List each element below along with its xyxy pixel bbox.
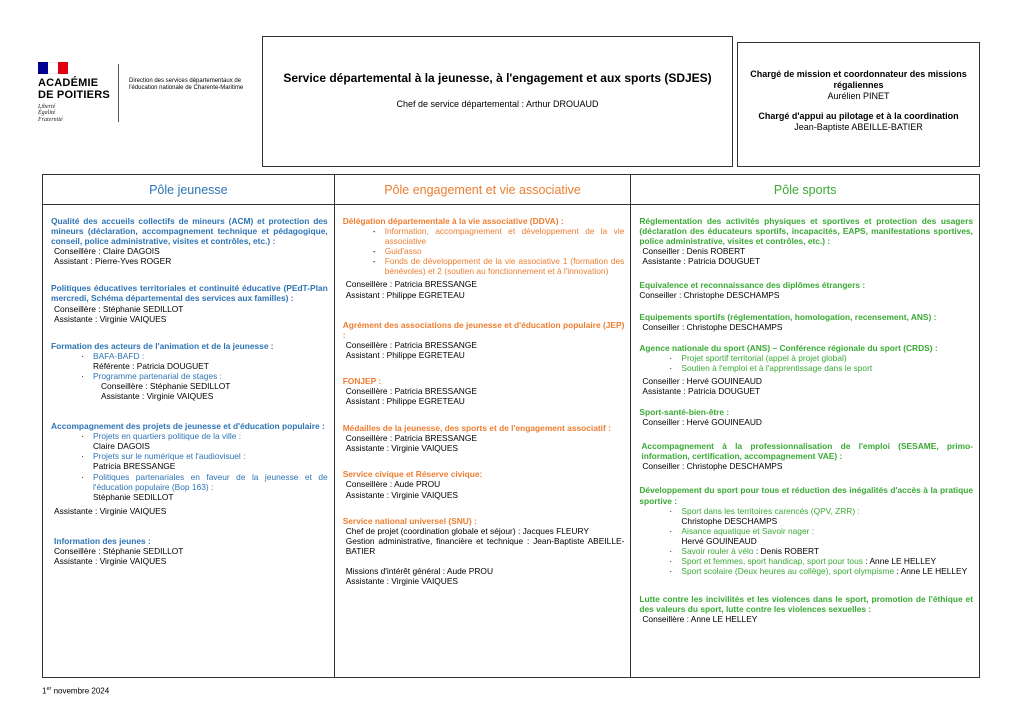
academie-logo [38, 62, 273, 132]
pole-engagement-title: Pôle engagement et vie associative [335, 175, 631, 205]
document-date: 1er novembre 2024 [42, 686, 110, 696]
logo-motto: Liberté Égalité Fraternité [38, 104, 63, 123]
section-reglementation: Réglementation des activités physiques et sportives et protection des usagers (déclaration des éducateurs sportifs, incapacités, EAPS, manifestations sportives, police administrative, visites et contrôles, etc.) : Conseiller : Denis ROBERT Assistante : Patricia DOUGUET [639, 216, 973, 267]
section-jep: Agrément des associations de jeunesse et d'éducation populaire (JEP) : Conseillère : Patricia BRESSANGE Assistant : Philippe EGRETEAU [342, 319, 625, 360]
page-title: Service départemental à la jeunesse, à l'engagement et aux sports (SDJES) [283, 71, 712, 85]
section-professionnalisation: Accompagnement à la professionnalisation de l'emploi (SESAME, primo-information, certification, accompagnement VAE) : Conseiller : Christophe DESCHAMPS [641, 441, 973, 472]
section-fonjep: FONJEP : Conseillère : Patricia BRESSANGE Assistant : Philippe EGRETEAU [342, 375, 477, 407]
section-ddva: Délégation départementale à la vie associative (DDVA) : - Information, accompagnement et développement de la vie associative - Guid'asso - Fonds de développement de la vie associative 1 (formation des bénévoles) et 2 (soutien au fonctionnement et à l'innovation) Conseillère : Patricia BRESSANGE Assistant : Philippe EGRETEAU [343, 216, 625, 300]
section-medailles: Médailles de la jeunesse, des sports et de l'engagement associatif : Conseillère : Patricia BRESSANGE Assistante : Virginie VAIQUES [342, 423, 611, 454]
poles-table [42, 174, 980, 678]
section-incivilites: Lutte contre les incivilités et les violences dans le sport, promotion de l'éthique et des valeurs du sport, lutte contre les violences sexuelles : Conseillère : Anne LE HELLEY [639, 594, 973, 625]
pole-jeunesse-title: Pôle jeunesse [43, 175, 334, 205]
section-formation: Formation des acteurs de l'animation et de la jeunesse : · BAFA-BAFD : Référente : Patricia DOUGUET · Programme partenarial de stages : Conseillère : Stéphanie SEDILLOT Assistante : Virginie VAIQUES [51, 341, 328, 401]
section-information: Information des jeunes : Conseillère : Stéphanie SEDILLOT Assistante : Virginie VAIQUES [54, 535, 184, 567]
service-chef: Chef de service départemental : Arthur DROUAUD [396, 99, 599, 109]
header-roles-box [737, 42, 980, 167]
logo-separator [118, 64, 119, 122]
section-ans: Agence nationale du sport (ANS) – Conférence régionale du sport (CRDS) : · Projet sportif territorial (appel à projet global) · Soutien à l'emploi et à l'apprentissage dans le sport Conseiller : Hervé GOUINEAUD Assistante : Patricia DOUGUET [639, 343, 973, 396]
section-pedt: Politiques éducatives territoriales et continuité éducative (PEdT-Plan mercredi, Schéma départemental des services aux familles) : Conseillère : Stéphanie SEDILLOT Assistante : Virginie VAIQUES [51, 283, 328, 324]
pole-sports-title: Pôle sports [631, 175, 979, 205]
section-equivalence: Equivalence et reconnaissance des diplômes étrangers : Conseiller : Christophe DESCHAMPS [639, 280, 866, 301]
pole-sports [630, 175, 979, 677]
role-1: Chargé de mission et coordonnateur des missions régaliennes [750, 69, 967, 90]
pole-engagement [334, 175, 631, 677]
logo-dsden: Direction des services départementaux de l'éducation nationale de Charente-Maritime [129, 78, 244, 92]
section-sport-sante: Sport-santé-bien-être : Conseiller : Hervé GOUINEAUD [639, 407, 762, 428]
section-equipements: Equipements sportifs (réglementation, homologation, recensement, ANS) : Conseiller : Christophe DESCHAMPS [639, 311, 937, 332]
header-service-box [262, 36, 733, 167]
section-snu: Service national universel (SNU) : Chef de projet (coordination globale et séjour) : Jacques FLEURY Gestion administrative, financière et technique : Jean-Baptiste ABEILLE-BATIER Missions d'intérêt général : Aude PROU Assistante : Virginie VAIQUES [342, 515, 625, 587]
republique-flag-icon [38, 62, 68, 74]
name-1: Aurélien PINET [827, 90, 890, 101]
role-2: Chargé d'appui au pilotage et à la coordination [758, 111, 959, 122]
section-acm: Qualité des accueils collectifs de mineurs (ACM) et protection des mineurs (déclaration, accompagnement technique et pédagogique, conseil, police administrative, visites et contrôles, etc.) : Conseillère : Claire DAGOIS Assistant : Pierre-Yves ROGER [51, 216, 328, 267]
name-2: Jean-Baptiste ABEILLE-BATIER [794, 122, 923, 133]
section-service-civique: Service civique et Réserve civique: Conseillère : Aude PROU Assistante : Virginie VAIQUES [342, 469, 483, 500]
section-projets: Accompagnement des projets de jeunesse et d'éducation populaire : · Projets en quartiers politique de la ville : Claire DAGOIS · Projets sur le numérique et l'audiovisuel : Patricia BRESSANGE · Politiques partenariales en faveur de la jeunesse et de l'éducation populaire (Bop 163) : Stéphanie SEDILLOT Assistante : Virginie VAIQUES [51, 421, 328, 516]
pole-jeunesse [43, 175, 334, 677]
section-developpement: Développement du sport pour tous et réduction des inégalités d'accès à la pratique sportive : · Sport dans les territoires carencés (QPV, ZRR) : Christophe DESCHAMPS · Aisance aquatique et Savoir nager : Hervé GOUINEAUD · Savoir rouler à vélo : Denis ROBERT · Sport et femmes, sport handicap, sport pour tous : Anne LE HELLEY · Sport scolaire (Deux heures au collège), sport olympisme : Anne LE HELLEY [639, 485, 973, 576]
logo-name: ACADÉMIE DE POITIERS [38, 77, 110, 102]
